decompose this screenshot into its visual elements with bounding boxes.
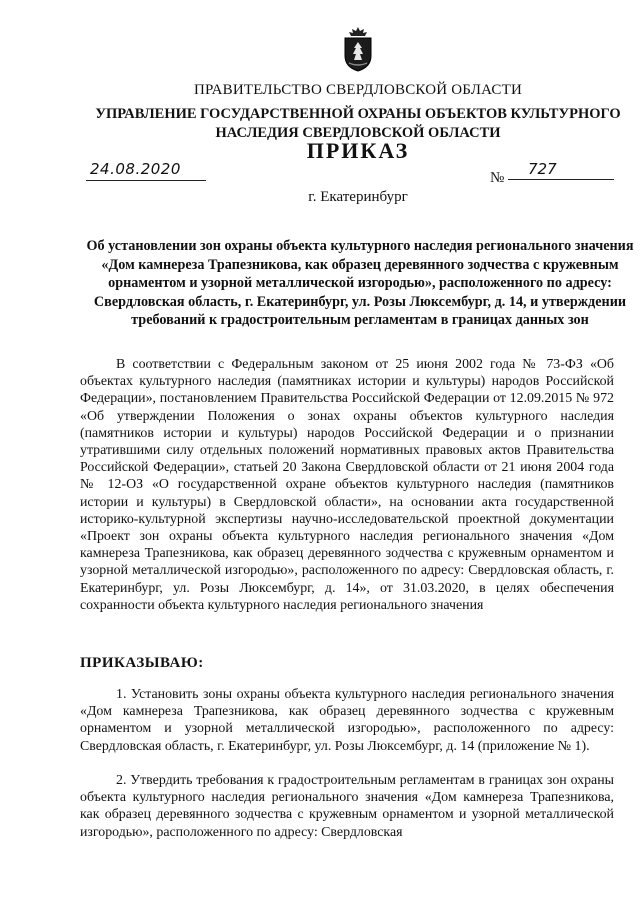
document-type: ПРИКАЗ xyxy=(306,138,410,163)
order-date: 24.08.2020 xyxy=(86,160,206,181)
preamble-paragraph: В соответствии с Федеральным законом от 25 июня 2002 года № 73-ФЗ «Об объектах культурного наследия (памятниках истории и культуры) народов Российской Федерации», постановлением Правительства Российской Федерации от 12.09.2015 № 972 «Об утверждении Положения о зонах охраны объектов культурного наследия (памятников истории и культуры) народов Российской Федерации и о признании утратившими силу отдельных положений нормативных правовых актов Правительства Российской Федерации», статьей 20 Закона Свердловской области от 21 июня 2004 года № 12-ОЗ «О государственной охране объектов культурного наследия (памятников истории и культуры) в Свердловской области», на основании акта государственной историко-культурной экспертизы научно-исследовательской проектной документации «Проект зон охраны объекта культурного наследия регионального значения «Дом камнереза Трапезникова, как образец деревянного зодчества с кружевным орнаментом и узорной металлической изгородью», расположенного по адресу: Свердловская область, г. Екатеринбург, ул. Розы Люксембург, д. 14», от 31.03.2020, в целях обеспечения сохранности объекта культурного наследия регионального значения xyxy=(80,357,614,613)
city: г. Екатеринбург xyxy=(308,189,408,205)
item-2-paragraph: 2. Утвердить требования к градостроительным регламентам в границах зон охраны объекта культурного наследия регионального значения «Дом камнереза Трапезникова, как образец деревянного зодчества с кружевным орнаментом и узорной металлической изгородью», расположенного по адресу: Свердловская xyxy=(80,773,614,840)
order-subject: Об установлении зон охраны объекта культурного наследия регионального значения «Дом камнереза Трапезникова, как образец деревянного зодчества с кружевным орнаментом и узорной металлической изгородью», расположенного по адресу: Свердловская область, г. Екатеринбург, ул. Розы Люксембург, д. 14, и утверждении требований к градостроительным регламентам в границах данных зон xyxy=(86,238,634,329)
department-name: УПРАВЛЕНИЕ ГОСУДАРСТВЕННОЙ ОХРАНЫ ОБЪЕКТОВ КУЛЬТУРНОГО НАСЛЕДИЯ СВЕРДЛОВСКОЙ ОБЛАСТИ xyxy=(95,106,621,141)
government-name: ПРАВИТЕЛЬСТВО СВЕРДЛОВСКОЙ ОБЛАСТИ xyxy=(193,82,523,98)
decree-heading: ПРИКАЗЫВАЮ: xyxy=(80,655,204,671)
coat-of-arms-icon xyxy=(340,26,376,72)
order-number: 727 xyxy=(508,160,614,180)
item-1-paragraph: 1. Установить зоны охраны объекта культурного наследия регионального значения «Дом камнереза Трапезникова, как образец деревянного зодчества с кружевным орнаментом и узорной металлической изгородью», расположенного по адресу: Свердловская область, г. Екатеринбург, ул. Розы Люксембург, д. 14 (приложение № 1). xyxy=(80,687,614,754)
number-label: № xyxy=(490,170,505,186)
